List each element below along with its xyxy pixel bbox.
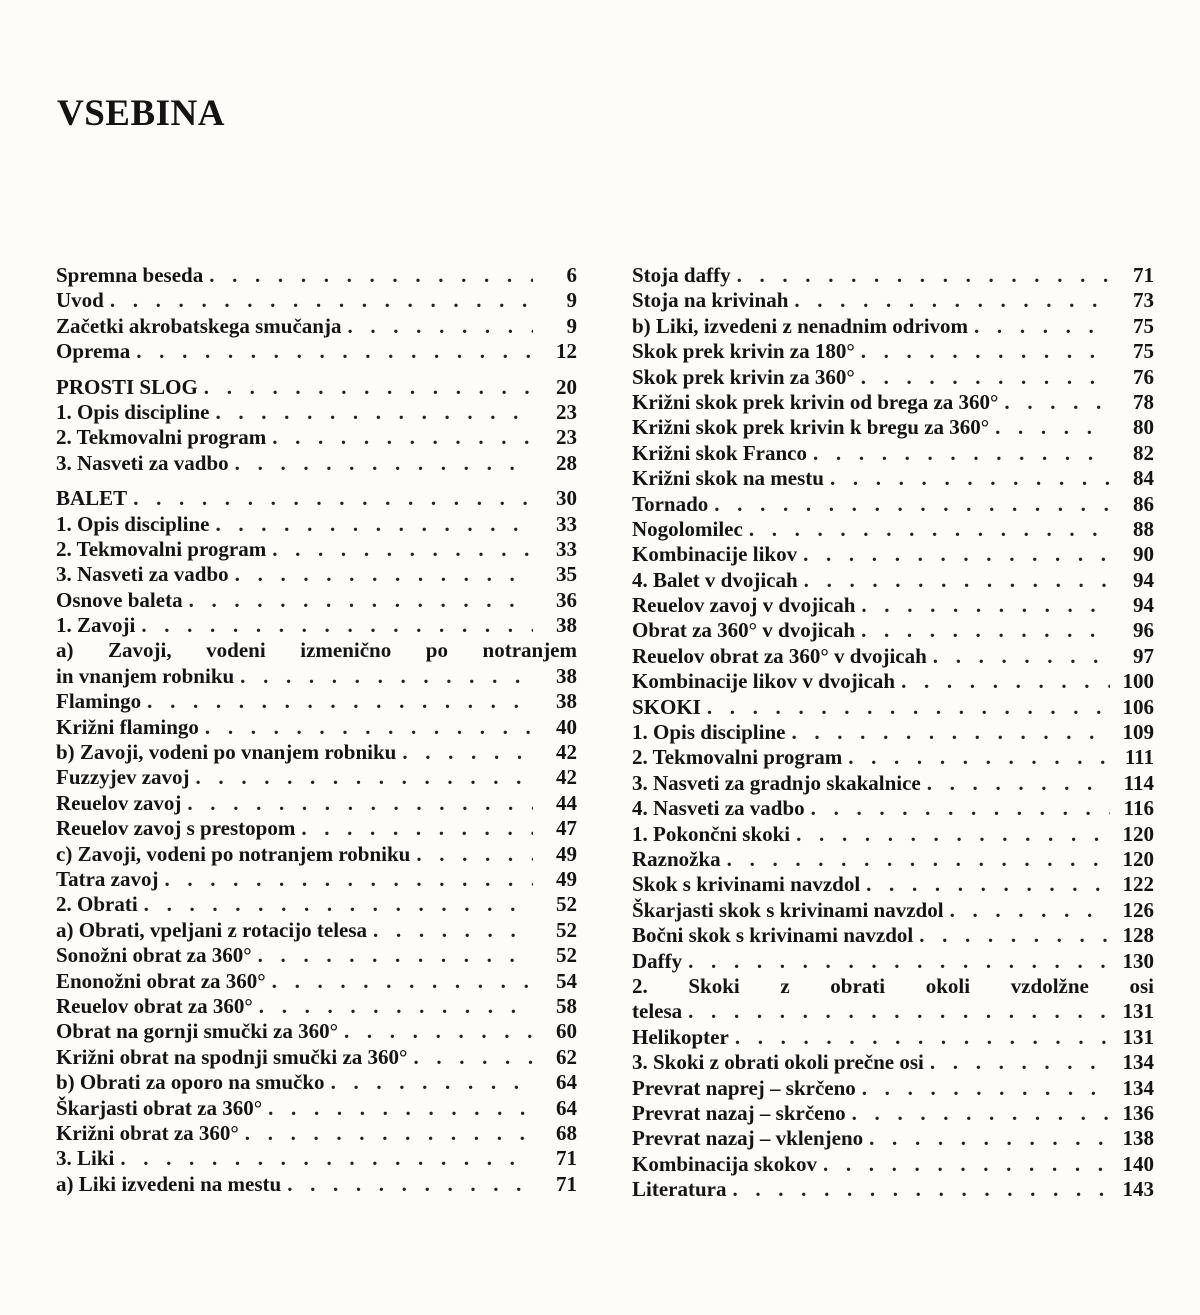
dot-leader [347,314,533,339]
dot-leader [416,842,533,867]
toc-entry-title: Skok s krivinami navzdol [632,872,861,897]
toc-entry [56,613,577,638]
toc-entry-title: telesa [632,999,683,1024]
dot-leader [933,644,1110,669]
toc-entry-title: Križni skok Franco [632,440,808,465]
toc-entry-title: Reuelov obrat za 360° [56,993,253,1018]
toc-entry-title: Križni obrat za 360° [56,1120,239,1145]
toc-entry-page-number: 100 [1122,669,1154,694]
toc-entry [56,943,577,968]
toc-entry [632,847,1154,872]
dot-leader [259,994,533,1019]
toc-entry [632,1177,1154,1202]
toc-entry-page-number: 97 [1133,643,1154,668]
toc-entry-title: Križni skok prek krivin k bregu za 360° [632,415,990,440]
toc-entry-title: a) Obrati, vpeljani z rotacijo telesa [56,917,368,942]
toc-entry-page-number: 9 [566,288,577,313]
toc-entry [56,339,577,364]
toc-entry-title: 3. Nasveti za vadbo [56,562,229,587]
toc-entry-title: 1. Pokončni skoki [632,821,791,846]
toc-entry-title: Bočni skok s krivinami navzdol [632,923,914,948]
toc-entry-title: 2. Obrati [56,892,138,917]
toc-entry [632,796,1154,821]
toc-entry-page-number: 62 [556,1044,577,1069]
toc-entry-page-number: 120 [1122,821,1154,846]
toc-entry-page-number: 86 [1133,491,1154,516]
toc-entry [56,740,577,765]
toc-entry [632,999,1154,1024]
toc-entry-title: Prevrat nazaj – skrčeno [632,1100,846,1125]
toc-entry-title: Kombinacije likov v dvojicah [632,669,896,694]
toc-entry-title: Reuelov zavoj s prestopom [56,816,296,841]
dot-leader [204,375,533,400]
toc-left-column [56,263,577,1197]
dot-leader [144,892,533,917]
toc-entry-page-number: 49 [556,866,577,891]
toc-entry-page-number: 38 [556,613,577,638]
toc-entry-title: 2. Tekmovalni program [56,536,267,561]
toc-entry-page-number: 116 [1123,796,1154,821]
toc-entry-page-number: 49 [556,841,577,866]
toc-entry [56,1121,577,1146]
dot-leader [133,486,533,511]
toc-entry-title: BALET [56,486,128,511]
toc-entry-page-number: 58 [556,993,577,1018]
dot-leader [737,263,1110,288]
dot-leader [791,720,1110,745]
toc-entry-title: Raznožka [632,846,721,871]
dot-leader [861,339,1110,364]
dot-leader [796,822,1110,847]
dot-leader [301,816,533,841]
toc-entry [632,593,1154,618]
toc-entry [632,365,1154,390]
dot-leader [804,568,1110,593]
toc-entry [56,425,577,450]
toc-entry-page-number: 38 [556,663,577,688]
toc-entry-page-number: 71 [1133,263,1154,287]
toc-entry-page-number: 71 [556,1146,577,1171]
dot-leader [866,872,1110,897]
toc-entry-page-number: 33 [556,536,577,561]
toc-entry-title: Križni skok na mestu [632,466,824,491]
toc-entry-title: Škarjasti obrat za 360° [56,1095,263,1120]
toc-entry-page-number: 126 [1122,897,1154,922]
dot-leader [688,949,1110,974]
toc-entry-page-number: 131 [1122,1024,1154,1049]
toc-entry [56,451,577,476]
dot-leader [272,537,533,562]
toc-entry-page-number: 12 [556,339,577,364]
toc-entry-title: Reuelov zavoj v dvojicah [632,593,856,618]
toc-entry [632,390,1154,415]
dot-leader [331,1070,533,1095]
toc-entry-page-number: 42 [556,740,577,765]
dot-leader [268,1096,533,1121]
toc-entry [632,314,1154,339]
toc-entry-page-number: 30 [556,486,577,511]
dot-leader [413,1045,533,1070]
dot-leader [141,613,533,638]
toc-entry [632,974,1154,999]
toc-entry-page-number: 54 [556,968,577,993]
toc-entry-title: Daffy [632,948,683,973]
toc-entry [56,1146,577,1171]
toc-entry-page-number: 52 [556,892,577,917]
toc-entry-title: Stoja na krivinah [632,288,789,313]
toc-entry-title: Prevrat naprej – skrčeno [632,1075,856,1100]
toc-entry-title: b) Zavoji, vodeni po vnanjem robniku [56,740,397,765]
toc-entry-page-number: 90 [1133,542,1154,567]
dot-leader [196,765,533,790]
dot-leader [164,867,533,892]
toc-entry [56,512,577,537]
toc-entry [56,969,577,994]
toc-entry [632,745,1154,770]
toc-entry [632,949,1154,974]
toc-entry-title: 3. Skoki z obrati okoli prečne osi [632,1050,924,1075]
dot-leader [974,314,1110,339]
dot-leader [209,263,533,288]
toc-entry-page-number: 38 [556,689,577,714]
toc-entry [56,288,577,313]
toc-entry-title: 3. Nasveti za vadbo [56,450,229,475]
toc-entry [632,1126,1154,1151]
toc-entry-title: 1. Opis discipline [56,511,210,536]
toc-entry [56,1172,577,1197]
dot-leader [240,664,533,689]
toc-entry-page-number: 120 [1122,846,1154,871]
toc-entry-title: Škarjasti skok s krivinami navzdol [632,897,944,922]
toc-entry-page-number: 134 [1122,1075,1154,1100]
toc-entry-page-number: 52 [556,943,577,968]
page-title: VSEBINA [57,93,225,134]
toc-entry-page-number: 75 [1133,313,1154,338]
toc-entry [56,588,577,613]
toc-entry-title: Začetki akrobatskega smučanja [56,313,342,338]
toc-entry-page-number: 122 [1122,872,1154,897]
dot-leader [147,689,533,714]
toc-entry-title: Reuelov zavoj [56,790,182,815]
toc-entry-page-number: 138 [1122,1126,1154,1151]
dot-leader [235,451,533,476]
toc-entry-page-number: 28 [556,450,577,475]
dot-leader [688,999,1110,1024]
toc-entry-page-number: 52 [556,917,577,942]
dot-leader [714,492,1110,517]
toc-entry-page-number: 73 [1133,288,1154,313]
toc-entry [632,644,1154,669]
toc-entry [632,568,1154,593]
toc-entry-page-number: 64 [556,1095,577,1120]
toc-entry-title: Kombinacija skokov [632,1151,817,1176]
toc-entry-title: 4. Balet v dvojicah [632,567,798,592]
dot-leader [205,715,533,740]
dot-leader [287,1172,533,1197]
toc-entry-title: Prevrat nazaj – vklenjeno [632,1126,864,1151]
toc-entry-page-number: 78 [1133,389,1154,414]
toc-entry-title: a) Zavoji, vodeni izmenično po notranjem [56,638,577,663]
dot-leader [862,1076,1110,1101]
dot-leader [930,1050,1110,1075]
dot-leader [794,288,1110,313]
toc-entry-title: 1. Opis discipline [56,399,210,424]
toc-entry-page-number: 106 [1122,694,1154,719]
toc-entry-title: Obrat za 360° v dvojicah [632,618,856,643]
dot-leader [732,1177,1110,1202]
toc-entry [632,1152,1154,1177]
toc-entry-title: b) Liki, izvedeni z nenadnim odrivom [632,313,969,338]
dot-leader [215,512,533,537]
dot-leader [344,1019,533,1044]
toc-entry [56,1045,577,1070]
dot-leader [215,400,533,425]
toc-entry [56,918,577,943]
toc-entry-page-number: 111 [1124,745,1154,770]
toc-entry [632,263,1154,288]
toc-entry-page-number: 130 [1122,948,1154,973]
toc-entry-title: Osnove baleta [56,587,183,612]
dot-leader [735,1025,1110,1050]
toc-entry-title: Križni obrat na spodnji smučki za 360° [56,1044,408,1069]
dot-leader [861,593,1110,618]
toc-entry [632,492,1154,517]
toc-entry-page-number: 64 [556,1070,577,1095]
toc-entry-title: Uvod [56,288,104,313]
toc-entry-page-number: 84 [1133,466,1154,491]
toc-entry-page-number: 75 [1133,339,1154,364]
dot-leader [245,1121,533,1146]
toc-entry-title: Skok prek krivin za 360° [632,364,855,389]
toc-entry-page-number: 35 [556,562,577,587]
toc-entry-page-number: 42 [556,765,577,790]
toc-entry-title: 4. Nasveti za vadbo [632,796,805,821]
dot-leader [830,466,1110,491]
dot-leader [707,695,1110,720]
dot-leader [187,791,533,816]
dot-leader [823,1152,1110,1177]
dot-leader [258,943,533,968]
toc-entry-page-number: 33 [556,511,577,536]
toc-entry-page-number: 9 [566,313,577,338]
toc-entry [56,842,577,867]
dot-leader [861,618,1110,643]
toc-entry-page-number: 94 [1133,593,1154,618]
toc-entry-title: 2. Tekmovalni program [56,425,267,450]
toc-entry [632,466,1154,491]
toc-entry-page-number: 68 [556,1120,577,1145]
toc-entry-page-number: 44 [556,790,577,815]
dot-leader [373,918,533,943]
toc-entry-title: c) Zavoji, vodeni po notranjem robniku [56,841,411,866]
toc-entry-title: Reuelov obrat za 360° v dvojicah [632,643,927,668]
toc-entry-page-number: 23 [556,399,577,424]
toc-entry [56,664,577,689]
toc-entry [632,517,1154,542]
dot-leader [272,969,533,994]
toc-entry-title: Tatra zavoj [56,866,159,891]
toc-entry [56,638,577,663]
dot-leader [861,365,1110,390]
toc-entry-title: Oprema [56,339,131,364]
toc-entry [632,288,1154,313]
toc-entry-title: SKOKI [632,694,701,719]
toc-entry [56,867,577,892]
toc-entry [56,263,577,288]
dot-leader [995,415,1110,440]
toc-entry-page-number: 143 [1122,1177,1154,1202]
toc-entry [56,562,577,587]
toc-entry [632,822,1154,847]
toc-entry-page-number: 40 [556,714,577,739]
toc-entry-title: Stoja daffy [632,263,731,287]
dot-leader [272,425,533,450]
dot-leader [189,588,533,613]
toc-entry-page-number: 6 [566,263,577,287]
toc-entry-title: 1. Zavoji [56,613,136,638]
toc-entry [56,892,577,917]
dot-leader [852,1101,1110,1126]
toc-entry [632,1050,1154,1075]
dot-leader [136,339,533,364]
toc-entry-page-number: 36 [556,587,577,612]
toc-entry-title: Nogolomilec [632,516,743,541]
toc-entry [632,1101,1154,1126]
toc-entry [56,994,577,1019]
toc-entry-page-number: 76 [1133,364,1154,389]
toc-entry-page-number: 131 [1122,999,1154,1024]
dot-leader [919,923,1110,948]
dot-leader [927,771,1110,796]
toc-entry [56,1019,577,1044]
toc-entry [632,618,1154,643]
toc-entry [632,441,1154,466]
toc-entry-title: in vnanjem robniku [56,663,235,688]
toc-entry [632,720,1154,745]
toc-entry-page-number: 71 [556,1171,577,1196]
dot-leader [848,745,1110,770]
dot-leader [950,898,1110,923]
toc-entry-title: Skok prek krivin za 180° [632,339,855,364]
dot-leader [235,562,533,587]
toc-entry [632,339,1154,364]
toc-entry-page-number: 23 [556,425,577,450]
toc-entry-title: 3. Liki [56,1146,115,1171]
dot-leader [1004,390,1110,415]
toc-entry [632,771,1154,796]
toc-entry [56,689,577,714]
dot-leader [110,288,533,313]
toc-entry-page-number: 128 [1122,923,1154,948]
toc-entry-page-number: 140 [1122,1151,1154,1176]
toc-entry [56,765,577,790]
toc-entry-page-number: 114 [1123,770,1154,795]
toc-entry-title: Križni flamingo [56,714,199,739]
toc-entry-title: Fuzzyjev zavoj [56,765,190,790]
toc-entry-title: 2. Tekmovalni program [632,745,843,770]
toc-entry-page-number: 20 [556,374,577,399]
toc-entry [632,695,1154,720]
toc-entry [56,486,577,511]
toc-entry-title: Kombinacije likov [632,542,798,567]
toc-entry [56,715,577,740]
toc-entry-title: PROSTI SLOG [56,374,198,399]
toc-entry-title: b) Obrati za oporo na smučko [56,1070,325,1095]
toc-entry-title: Spremna beseda [56,263,204,287]
toc-right-column [632,263,1154,1202]
toc-entry [632,669,1154,694]
toc-entry [632,872,1154,897]
toc-entry-page-number: 96 [1133,618,1154,643]
dot-leader [813,441,1110,466]
toc-entry [56,537,577,562]
toc-entry-page-number: 134 [1122,1050,1154,1075]
toc-entry-title: a) Liki izvedeni na mestu [56,1171,282,1196]
toc-entry-page-number: 88 [1133,516,1154,541]
toc-entry-page-number: 82 [1133,440,1154,465]
toc-entry [56,375,577,400]
toc-entry-page-number: 94 [1133,567,1154,592]
dot-leader [811,796,1110,821]
toc-entry-title: Tornado [632,491,709,516]
toc-entry [632,898,1154,923]
toc-entry [56,791,577,816]
dot-leader [402,740,533,765]
toc-entry-title: Enonožni obrat za 360° [56,968,266,993]
dot-leader [869,1126,1110,1151]
toc-entry [632,542,1154,567]
toc-entry-title: 3. Nasveti za gradnjo skakalnice [632,770,921,795]
toc-entry-title: Flamingo [56,689,142,714]
toc-entry [56,816,577,841]
toc-entry-page-number: 136 [1122,1100,1154,1125]
toc-entry [632,923,1154,948]
dot-leader [749,517,1110,542]
toc-entry [56,1096,577,1121]
toc-entry [56,400,577,425]
toc-entry-title: Sonožni obrat za 360° [56,943,252,968]
toc-entry-page-number: 60 [556,1019,577,1044]
dot-leader [901,669,1110,694]
dot-leader [727,847,1110,872]
toc-entry-title: Literatura [632,1177,727,1202]
toc-entry-title: Helikopter [632,1024,729,1049]
toc-entry-page-number: 47 [556,816,577,841]
dot-leader [803,542,1110,567]
toc-entry [632,415,1154,440]
dot-leader [120,1146,533,1171]
toc-entry [56,1070,577,1095]
toc-entry-title: Obrat na gornji smučki za 360° [56,1019,338,1044]
toc-entry [56,314,577,339]
toc-entry-page-number: 80 [1133,415,1154,440]
toc-entry-page-number: 109 [1122,720,1154,745]
toc-entry-title: 2. Skoki z obrati okoli vzdolžne osi [632,973,1154,998]
toc-entry-title: Križni skok prek krivin od brega za 360° [632,389,999,414]
toc-entry-title: 1. Opis discipline [632,720,786,745]
toc-entry [632,1025,1154,1050]
toc-entry [632,1076,1154,1101]
